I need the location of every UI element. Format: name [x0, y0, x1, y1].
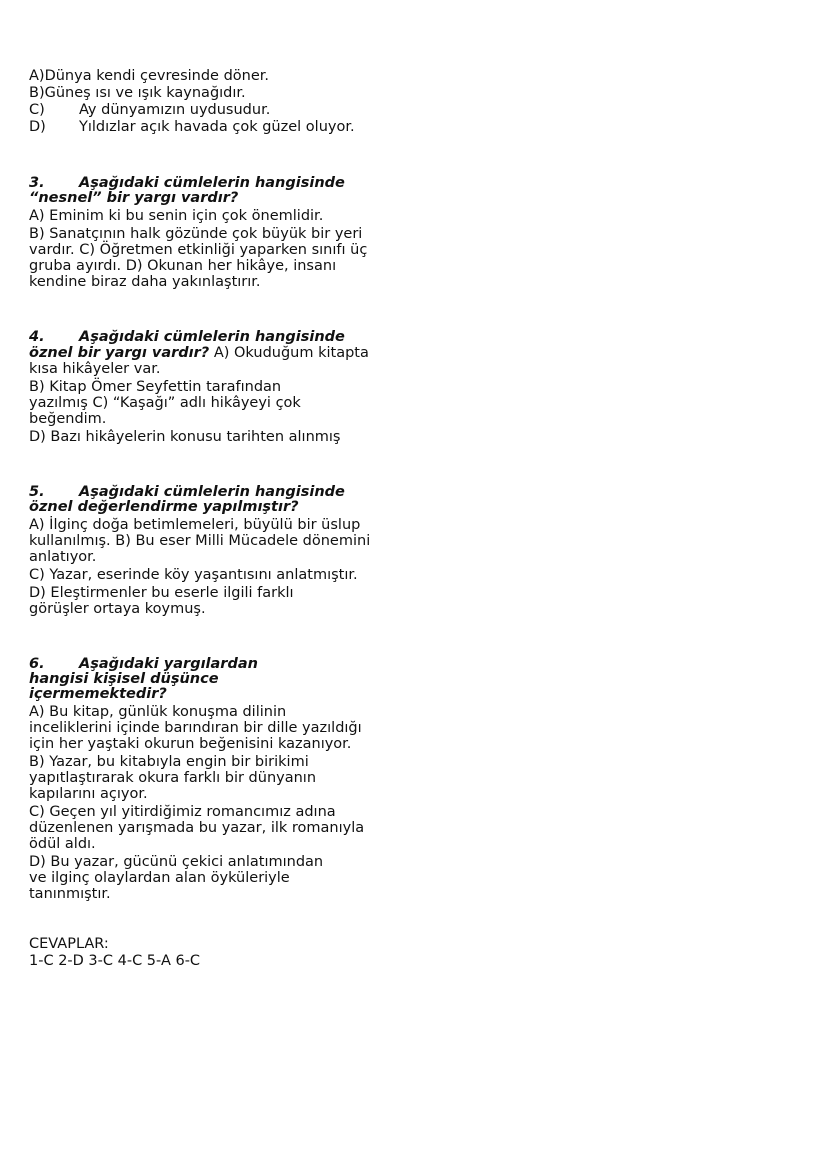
option-c [29, 102, 449, 119]
question-3-heading [29, 176, 369, 206]
question-5-option-c: C) Yazar, eserinde köy yaşantısını anlatmıştır. [29, 567, 358, 583]
question-heading-line-1: Aşağıdaki cümlelerin hangisinde [79, 329, 345, 345]
question-5-option-d: D) Eleştirmenler bu eserle ilgili farklı görüşler ortaya koymuş. [29, 585, 294, 617]
question-6-heading [29, 657, 369, 702]
question-5 [29, 485, 389, 617]
question-6-option-c: C) Geçen yıl yitirdiğimiz romancımız adına düzenlenen yarışmada bu yazar, ilk romanıyla ödül aldı. [29, 804, 365, 852]
question-number: 4. [29, 329, 45, 345]
question-4-option-d: D) Bazı hikâyelerin konusu tarihten alınmış [29, 429, 341, 445]
document-page [29, 68, 449, 970]
question-4-options-b-c: B) Kitap Ömer Seyfettin tarafından yazılmış C) “Kaşağı” adlı hikâyeyi çok beğendim. [29, 379, 301, 427]
question-heading-line-2: öznel bir yargı vardır? [29, 345, 210, 361]
answer-key [29, 936, 449, 970]
question-4-heading [29, 330, 399, 345]
question-6 [29, 657, 369, 902]
answer-key-list: 1-C 2-D 3-C 4-C 5-A 6-C [29, 953, 201, 969]
question-6-option-a: A) Bu kitap, günlük konuşma dilinin inceliklerini içinde barındıran bir dille yazıldığı için her yaştaki okurun beğenisini kazanıyor. [29, 704, 362, 752]
option-d [29, 119, 449, 136]
question-4 [29, 330, 399, 445]
question-heading-line-2: öznel değerlendirme yapılmıştır? [29, 499, 299, 515]
question-5-heading [29, 485, 389, 515]
question-5-options-a-b: A) İlginç doğa betimlemeleri, büyülü bir üslup kullanılmış. B) Bu eser Milli Mücadele dönemini anlatıyor. [29, 517, 371, 565]
question-6-option-b: B) Yazar, bu kitabıyla engin bir birikimi yapıtlaştırarak okura farklı bir dünyanın kapılarını açıyor. [29, 754, 317, 802]
question-4-option-a: A) Okuduğum kitapta kısa hikâyeler var. [29, 345, 369, 377]
option-c-text: Ay dünyamızın uydusudur. [79, 102, 271, 118]
answer-key-title: CEVAPLAR: [29, 936, 109, 952]
option-a: A)Dünya kendi çevresinde döner. [29, 68, 270, 84]
option-c-label: C) [29, 102, 45, 118]
question-3-option-a: A) Eminim ki bu senin için çok önemlidir. [29, 208, 324, 224]
question-number: 6. [29, 656, 45, 672]
question-number: 5. [29, 484, 45, 500]
question-2-options [29, 68, 449, 136]
question-3-options-b-d: B) Sanatçının halk gözünde çok büyük bir yeri vardır. C) Öğretmen etkinliği yaparken sınıfı üç gruba ayırdı. D) Okunan her hikâye, insanı kendine biraz daha yakınlaştırır. [29, 226, 368, 290]
question-number: 3. [29, 175, 45, 191]
question-3 [29, 176, 369, 290]
question-heading-line-1: Aşağıdaki cümlelerin hangisinde [79, 484, 345, 500]
question-6-option-d: D) Bu yazar, gücünü çekici anlatımından ve ilginç olaylardan alan öyküleriyle tanınmıştır. [29, 854, 324, 902]
question-heading-line-3: içermemektedir? [29, 686, 167, 702]
question-4-heading-cont [29, 345, 399, 377]
question-heading-line-1: Aşağıdaki yargılardan [79, 656, 258, 672]
question-heading-line-2: “nesnel” bir yargı vardır? [29, 190, 239, 206]
question-heading-line-1: Aşağıdaki cümlelerin hangisinde [79, 175, 345, 191]
option-b: B)Güneş ısı ve ışık kaynağıdır. [29, 85, 246, 101]
question-heading-line-2: hangisi kişisel düşünce [29, 671, 219, 687]
option-d-label: D) [29, 119, 46, 135]
option-d-text: Yıldızlar açık havada çok güzel oluyor. [79, 119, 355, 135]
